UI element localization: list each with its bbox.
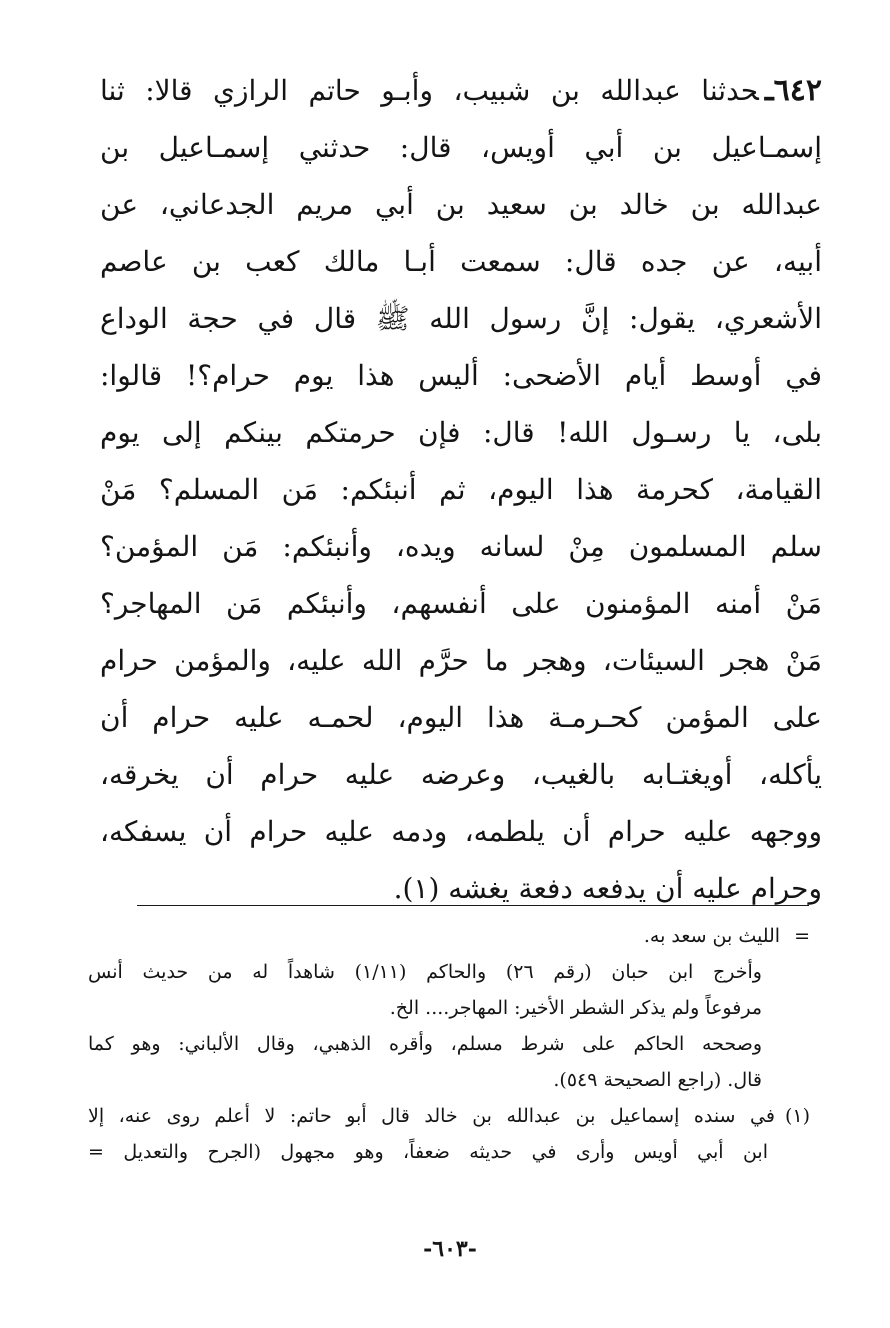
footnote-line: وأخرج ابن حبان (رقم ٢٦) والحاكم (١/١١) شاهداً له من حديث أنس	[88, 961, 762, 983]
hadith-line: على المؤمن كحـرمـة هذا اليوم، لحمـه عليه حرام أن	[100, 701, 822, 734]
hadith-line: إسمـاعيل بن أبي أويس، قال: حدثني إسمـاعيل بن	[100, 131, 822, 164]
hadith-line: القيامة، كحرمة هذا اليوم، ثم أنبئكم: مَن المسلم؟ مَنْ	[100, 473, 822, 506]
footnote-1-line	[88, 1098, 810, 1134]
hadith-line: يأكله، أويغتـابه بالغيب، وعرضه عليه حرام أن يخرقه،	[100, 758, 822, 791]
hadith-line: في أوسط أيام الأضحى: أليس هذا يوم حرام؟! قالوا:	[100, 359, 822, 392]
footnote-line: قال. (راجع الصحيحة ٥٤٩).	[553, 1069, 762, 1091]
hadith-line: مَنْ أمنه المؤمنون على أنفسهم، وأنبئكم مَن المهاجر؟	[100, 587, 822, 620]
footnote-divider	[137, 905, 809, 906]
hadith-line: ووجهه عليه حرام أن يلطمه، ودمه عليه حرام أن يسفكه،	[100, 815, 822, 848]
footnote-line-text: في سنده إسماعيل بن عبدالله بن خالد قال أبو حاتم: لا أعلم روى عنه، إلا	[88, 1105, 775, 1127]
hadith-line	[100, 62, 822, 119]
footnote-line: وصححه الحاكم على شرط مسلم، وأقره الذهبي، وقال الألباني: وهو كما	[88, 1033, 763, 1055]
hadith-line: سلم المسلمون مِنْ لسانه ويده، وأنبئكم: مَن المؤمن؟	[100, 530, 822, 563]
continuation-mark: =	[794, 925, 810, 947]
hadith-line: مَنْ هجر السيئات، وهجر ما حرَّم الله عليه، والمؤمن حرام	[100, 644, 822, 677]
hadith-line: الأشعري، يقول: إنَّ رسول الله ﷺ قال في حجة الوداع	[100, 302, 822, 335]
footnote-line-text: الليث بن سعد به.	[643, 925, 781, 947]
hadith-line: بلى، يا رسـول الله! قال: فإن حرمتكم بينكم إلى يوم	[100, 416, 822, 449]
footnote-1-line: ابن أبي أويس وأرى في حديثه ضعفاً، وهو مجهول (الجرح والتعديل =	[88, 1141, 768, 1163]
footnote-marker: (١)	[784, 1105, 810, 1127]
hadith-line-text: حدثنا عبدالله بن شبيب، وأبـو حاتم الرازي قالا: ثنا	[100, 74, 759, 107]
hadith-number: ٦٤٢ـ	[764, 73, 822, 108]
footnote-line: مرفوعاً ولم يذكر الشطر الأخير: المهاجر.... الخ.	[389, 997, 762, 1019]
footnotes	[88, 918, 810, 1170]
footnote-line	[88, 918, 810, 954]
hadith-line: وحرام عليه أن يدفعه دفعة يغشه (١).	[393, 872, 822, 905]
hadith-line: أبيه، عن جده قال: سمعت أبـا مالك كعب بن عاصم	[100, 245, 822, 278]
page-number: -٦٠٣-	[423, 1236, 477, 1262]
hadith-line: عبدالله بن خالد بن سعيد بن أبي مريم الجدعاني، عن	[100, 188, 822, 221]
hadith-text	[100, 62, 822, 917]
